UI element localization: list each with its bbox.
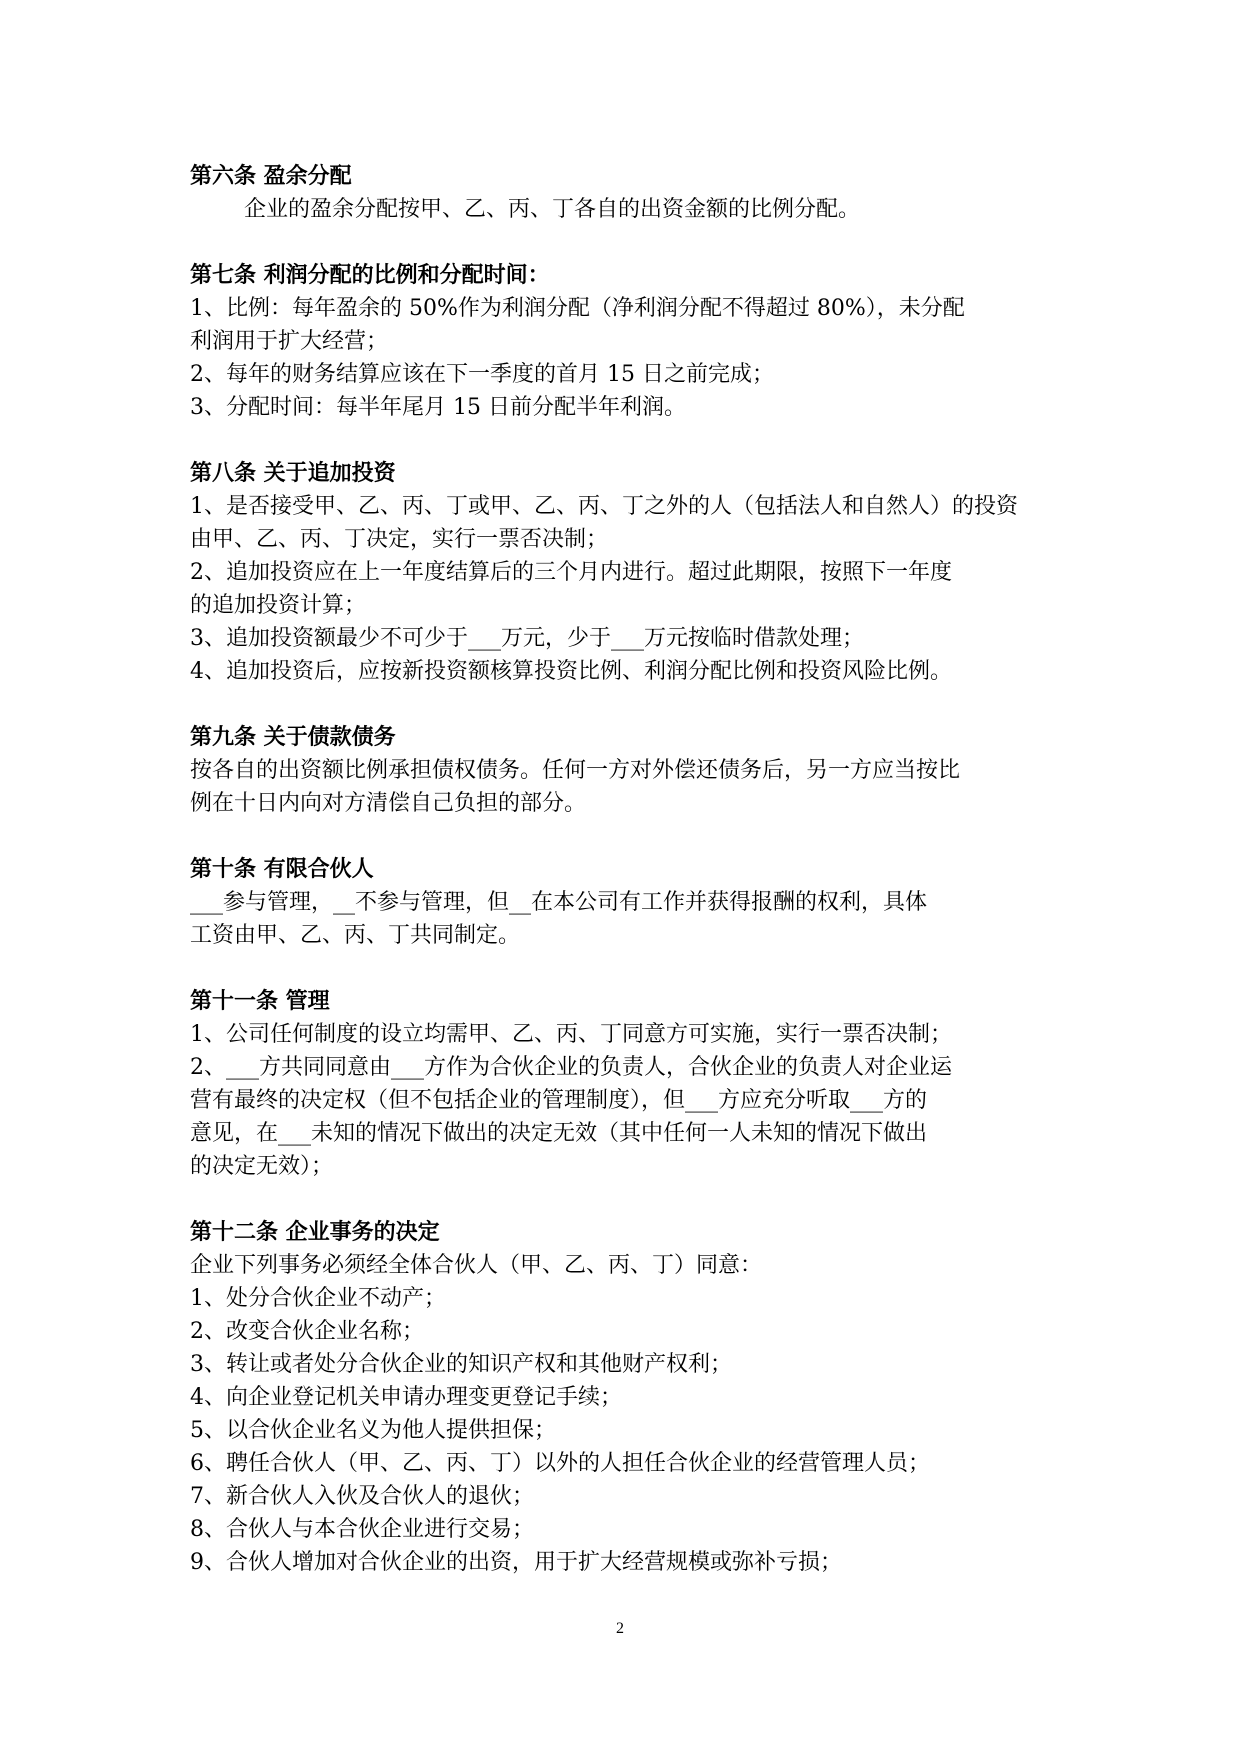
article-10-heading: 第十条 有限合伙人 — [190, 856, 374, 882]
article-8-heading: 第八条 关于追加投资 — [190, 460, 396, 486]
spacer — [190, 424, 1070, 457]
article-12-line-7: 6、聘任合伙人（甲、乙、丙、丁）以外的人担任合伙企业的经营管理人员； — [190, 1451, 930, 1476]
article-6-line-1: 企业的盈余分配按甲、乙、丙、丁各自的出资金额的比例分配。 — [244, 197, 861, 222]
page-number: 2 — [616, 1620, 624, 1637]
article-12-heading: 第十二条 企业事务的决定 — [190, 1219, 440, 1245]
article-9-heading: 第九条 关于债款债务 — [190, 724, 396, 750]
article-12-line-1: 企业下列事务必须经全体合伙人（甲、乙、丙、丁）同意： — [190, 1253, 763, 1278]
article-7-line-3: 2、每年的财务结算应该在下一季度的首月 15 日之前完成； — [190, 362, 774, 387]
document-page — [190, 160, 1070, 1579]
spacer — [190, 952, 1070, 985]
article-6 — [190, 160, 1070, 226]
spacer — [190, 226, 1070, 259]
article-12-line-6: 5、以合伙企业名义为他人提供担保； — [190, 1418, 556, 1443]
article-12-line-9: 8、合伙人与本合伙企业进行交易； — [190, 1517, 534, 1542]
spacer — [190, 688, 1070, 721]
article-9 — [190, 721, 1070, 820]
article-7-heading: 第七条 利润分配的比例和分配时间： — [190, 262, 550, 288]
article-12-line-4: 3、转让或者处分合伙企业的知识产权和其他财产权利； — [190, 1352, 732, 1377]
article-8-line-3: 2、追加投资应在上一年度结算后的三个月内进行。超过此期限，按照下一年度 — [190, 560, 952, 585]
article-8-line-5: 3、追加投资额最少不可少于___万元，少于___万元按临时借款处理； — [190, 626, 864, 651]
article-10-line-2: 工资由甲、乙、丙、丁共同制定。 — [190, 923, 521, 948]
spacer — [190, 820, 1070, 853]
article-9-line-1: 按各自的出资额比例承担债权债务。任何一方对外偿还债务后，另一方应当按比 — [190, 758, 961, 783]
article-8-line-1: 1、是否接受甲、乙、丙、丁或甲、乙、丙、丁之外的人（包括法人和自然人）的投资 — [190, 494, 1018, 519]
article-12-line-8: 7、新合伙人入伙及合伙人的退伙； — [190, 1484, 534, 1509]
article-8 — [190, 457, 1070, 688]
article-12-line-5: 4、向企业登记机关申请办理变更登记手续； — [190, 1385, 622, 1410]
article-11-line-3: 营有最终的决定权（但不包括企业的管理制度），但___方应充分听取___方的 — [190, 1088, 928, 1113]
article-12-line-2: 1、处分合伙企业不动产； — [190, 1286, 446, 1311]
article-10-line-1: ___参与管理，__不参与管理，但__在本公司有工作并获得报酬的权利，具体 — [190, 890, 928, 915]
article-7-line-1: 1、比例：每年盈余的 50%作为利润分配（净利润分配不得超过 80%），未分配 — [190, 296, 965, 321]
article-6-heading: 第六条 盈余分配 — [190, 163, 352, 189]
article-12 — [190, 1216, 1070, 1579]
article-11 — [190, 985, 1070, 1183]
article-7-line-2: 利润用于扩大经营； — [190, 329, 389, 354]
article-7 — [190, 259, 1070, 424]
article-7-line-4: 3、分配时间：每半年尾月 15 日前分配半年利润。 — [190, 395, 686, 420]
article-12-line-3: 2、改变合伙企业名称； — [190, 1319, 424, 1344]
article-10 — [190, 853, 1070, 952]
article-8-line-6: 4、追加投资后，应按新投资额核算投资比例、利润分配比例和投资风险比例。 — [190, 659, 952, 684]
article-11-heading: 第十一条 管理 — [190, 988, 330, 1014]
article-8-line-4: 的追加投资计算； — [190, 593, 367, 618]
spacer — [190, 1183, 1070, 1216]
article-8-line-2: 由甲、乙、丙、丁决定，实行一票否决制； — [190, 527, 609, 552]
article-9-line-2: 例在十日内向对方清偿自己负担的部分。 — [190, 791, 587, 816]
article-11-line-1: 1、公司任何制度的设立均需甲、乙、丙、丁同意方可实施，实行一票否决制； — [190, 1022, 952, 1047]
article-11-line-5: 的决定无效）； — [190, 1154, 334, 1179]
article-11-line-2: 2、___方共同同意由___方作为合伙企业的负责人，合伙企业的负责人对企业运 — [190, 1055, 952, 1080]
article-11-line-4: 意见，在___未知的情况下做出的决定无效（其中任何一人未知的情况下做出 — [190, 1121, 928, 1146]
article-12-line-10: 9、合伙人增加对合伙企业的出资，用于扩大经营规模或弥补亏损； — [190, 1550, 842, 1575]
